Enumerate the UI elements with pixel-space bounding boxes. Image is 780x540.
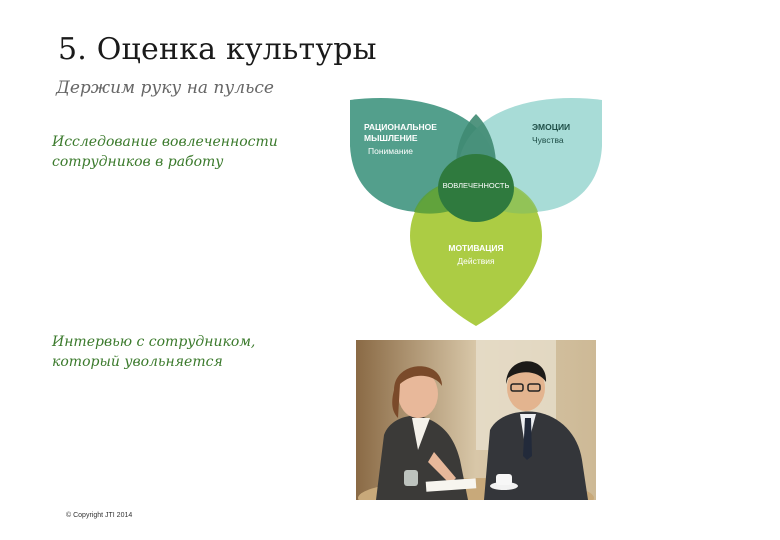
venn-label-emotions-sub: Чувства (532, 135, 564, 145)
slide-title: 5. Оценка культуры (58, 32, 377, 67)
venn-label-motivation: МОТИВАЦИЯ (448, 243, 504, 253)
section-engagement-line2: сотрудников в работу (52, 154, 224, 170)
slide-subtitle: Держим руку на пульсе (56, 78, 274, 98)
interview-photo (356, 340, 596, 500)
venn-label-engagement: ВОВЛЕЧЕННОСТЬ (442, 181, 510, 190)
venn-label-emotions: ЭМОЦИИ (532, 122, 571, 132)
section-engagement-survey (52, 132, 312, 172)
section-exit-line1: Интервью с сотрудником, (52, 334, 256, 350)
section-exit-interview (52, 332, 312, 372)
section-engagement-line1: Исследование вовлеченности (52, 134, 278, 150)
venn-label-rational-sub: Понимание (368, 146, 414, 156)
venn-label-motivation-sub: Действия (457, 256, 495, 266)
engagement-venn-diagram (348, 96, 604, 328)
section-exit-line2: который увольняется (52, 354, 223, 370)
venn-label-rational-line1: РАЦИОНАЛЬНОЕ (364, 122, 437, 132)
copyright-notice: © Copyright JTI 2014 (66, 512, 133, 519)
venn-label-rational-line2: МЫШЛЕНИЕ (364, 133, 418, 143)
